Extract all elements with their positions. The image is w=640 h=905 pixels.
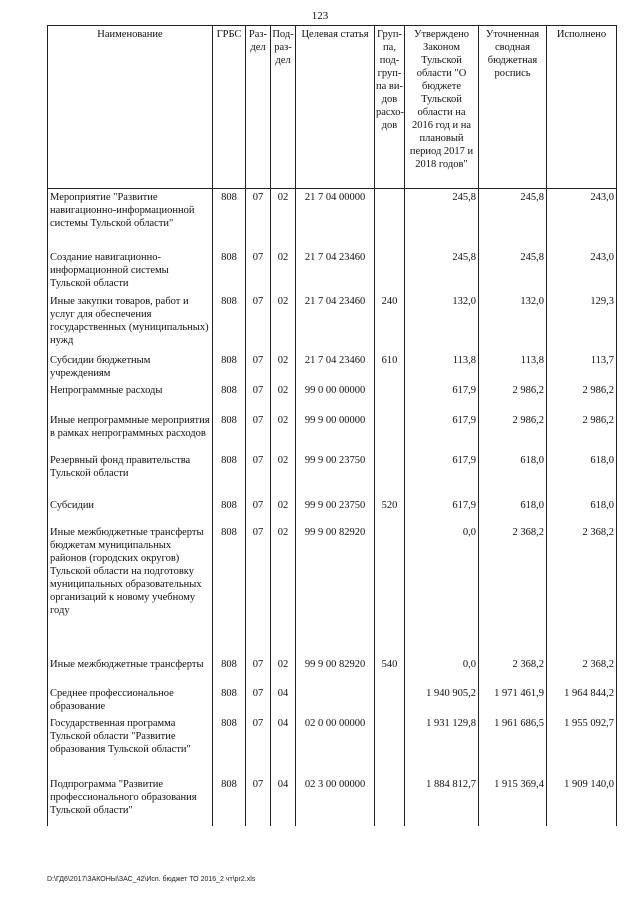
row-refined: 1 915 369,4 bbox=[479, 776, 547, 826]
row-executed: 1 955 092,7 bbox=[547, 715, 617, 776]
row-name: Иные непрограммные мероприятия в рамках непрограммных расходов bbox=[48, 412, 213, 452]
row-refined: 1 961 686,5 bbox=[479, 715, 547, 776]
row-group: 610 bbox=[375, 352, 405, 382]
row-group bbox=[375, 715, 405, 776]
row-approved: 617,9 bbox=[405, 382, 479, 412]
row-approved: 617,9 bbox=[405, 497, 479, 524]
table-row bbox=[48, 656, 617, 685]
row-target: 99 9 00 00000 bbox=[296, 412, 375, 452]
row-grbs: 808 bbox=[213, 189, 246, 249]
row-group: 520 bbox=[375, 497, 405, 524]
row-grbs: 808 bbox=[213, 452, 246, 497]
row-podrazdel: 04 bbox=[271, 685, 296, 715]
row-razdel: 07 bbox=[246, 412, 271, 452]
row-refined: 2 368,2 bbox=[479, 524, 547, 656]
table-row bbox=[48, 524, 617, 656]
table-row bbox=[48, 452, 617, 497]
table-row bbox=[48, 776, 617, 826]
row-name: Иные межбюджетные трансферты бюджетам муниципальных районов (городских округов) Тульской области на подготовку муниципальных образовательных организаций к новому учебному году bbox=[48, 524, 213, 656]
row-group bbox=[375, 412, 405, 452]
row-executed: 2 368,2 bbox=[547, 656, 617, 685]
row-group bbox=[375, 776, 405, 826]
row-approved: 1 884 812,7 bbox=[405, 776, 479, 826]
row-executed: 1 909 140,0 bbox=[547, 776, 617, 826]
table-body bbox=[48, 189, 617, 826]
row-podrazdel: 02 bbox=[271, 412, 296, 452]
row-grbs: 808 bbox=[213, 715, 246, 776]
row-podrazdel: 02 bbox=[271, 382, 296, 412]
row-refined: 1 971 461,9 bbox=[479, 685, 547, 715]
row-approved: 245,8 bbox=[405, 189, 479, 249]
row-target: 99 0 00 00000 bbox=[296, 382, 375, 412]
row-approved: 113,8 bbox=[405, 352, 479, 382]
row-grbs: 808 bbox=[213, 685, 246, 715]
row-grbs: 808 bbox=[213, 656, 246, 685]
row-razdel: 07 bbox=[246, 452, 271, 497]
table-row bbox=[48, 497, 617, 524]
row-razdel: 07 bbox=[246, 382, 271, 412]
row-target: 21 7 04 23460 bbox=[296, 352, 375, 382]
row-razdel: 07 bbox=[246, 352, 271, 382]
row-approved: 1 940 905,2 bbox=[405, 685, 479, 715]
header-grbs: ГРБС bbox=[213, 26, 246, 189]
row-razdel: 07 bbox=[246, 524, 271, 656]
row-grbs: 808 bbox=[213, 293, 246, 352]
row-podrazdel: 02 bbox=[271, 452, 296, 497]
footer-file-path: D:\ГД6\2017\ЗАКОНЫ\ЗАС_42\Исп. бюджет ТО 2016_2 чт\pr2.xls bbox=[47, 876, 256, 883]
row-target: 99 9 00 82920 bbox=[296, 524, 375, 656]
table-row bbox=[48, 715, 617, 776]
page-number: 123 bbox=[311, 10, 329, 22]
header-refined: Уточненная сводная бюджетная роспись bbox=[479, 26, 547, 189]
table-row bbox=[48, 382, 617, 412]
row-razdel: 07 bbox=[246, 776, 271, 826]
row-podrazdel: 04 bbox=[271, 776, 296, 826]
row-executed: 243,0 bbox=[547, 189, 617, 249]
header-name: Наименование bbox=[48, 26, 213, 189]
table-row bbox=[48, 249, 617, 293]
row-executed: 2 986,2 bbox=[547, 382, 617, 412]
row-target: 99 9 00 23750 bbox=[296, 452, 375, 497]
row-refined: 2 986,2 bbox=[479, 382, 547, 412]
row-executed: 618,0 bbox=[547, 452, 617, 497]
row-target: 21 7 04 23460 bbox=[296, 293, 375, 352]
row-executed: 618,0 bbox=[547, 497, 617, 524]
row-group bbox=[375, 452, 405, 497]
row-executed: 113,7 bbox=[547, 352, 617, 382]
row-name: Иные закупки товаров, работ и услуг для обеспечения государственных (муниципальных) нужд bbox=[48, 293, 213, 352]
row-razdel: 07 bbox=[246, 715, 271, 776]
row-name: Субсидии бюджетным учреждениям bbox=[48, 352, 213, 382]
row-podrazdel: 04 bbox=[271, 715, 296, 776]
row-name: Непрограммные расходы bbox=[48, 382, 213, 412]
row-razdel: 07 bbox=[246, 685, 271, 715]
table-row bbox=[48, 293, 617, 352]
row-razdel: 07 bbox=[246, 189, 271, 249]
row-refined: 245,8 bbox=[479, 189, 547, 249]
row-grbs: 808 bbox=[213, 524, 246, 656]
row-target bbox=[296, 685, 375, 715]
row-target: 99 9 00 82920 bbox=[296, 656, 375, 685]
row-refined: 113,8 bbox=[479, 352, 547, 382]
row-target: 21 7 04 00000 bbox=[296, 189, 375, 249]
table-header-row bbox=[48, 26, 617, 189]
header-approved: Утверждено Законом Тульской области "О бюджете Тульской области на 2016 год и на плановый период 2017 и 2018 годов" bbox=[405, 26, 479, 189]
table-row bbox=[48, 685, 617, 715]
row-approved: 245,8 bbox=[405, 249, 479, 293]
row-grbs: 808 bbox=[213, 497, 246, 524]
row-group: 540 bbox=[375, 656, 405, 685]
row-refined: 245,8 bbox=[479, 249, 547, 293]
row-podrazdel: 02 bbox=[271, 497, 296, 524]
budget-sheet bbox=[47, 25, 616, 826]
row-podrazdel: 02 bbox=[271, 524, 296, 656]
budget-table bbox=[47, 25, 617, 826]
row-group bbox=[375, 249, 405, 293]
row-grbs: 808 bbox=[213, 249, 246, 293]
row-approved: 132,0 bbox=[405, 293, 479, 352]
row-podrazdel: 02 bbox=[271, 249, 296, 293]
row-grbs: 808 bbox=[213, 776, 246, 826]
row-refined: 132,0 bbox=[479, 293, 547, 352]
row-grbs: 808 bbox=[213, 412, 246, 452]
row-approved: 0,0 bbox=[405, 524, 479, 656]
row-name: Иные межбюджетные трансферты bbox=[48, 656, 213, 685]
row-razdel: 07 bbox=[246, 656, 271, 685]
row-refined: 2 368,2 bbox=[479, 656, 547, 685]
row-podrazdel: 02 bbox=[271, 293, 296, 352]
row-executed: 129,3 bbox=[547, 293, 617, 352]
row-name: Государственная программа Тульской области "Развитие образования Тульской области" bbox=[48, 715, 213, 776]
row-target: 02 3 00 00000 bbox=[296, 776, 375, 826]
row-grbs: 808 bbox=[213, 352, 246, 382]
row-razdel: 07 bbox=[246, 249, 271, 293]
row-approved: 0,0 bbox=[405, 656, 479, 685]
table-row bbox=[48, 189, 617, 249]
row-razdel: 07 bbox=[246, 497, 271, 524]
row-refined: 618,0 bbox=[479, 452, 547, 497]
row-target: 21 7 04 23460 bbox=[296, 249, 375, 293]
row-executed: 2 368,2 bbox=[547, 524, 617, 656]
row-grbs: 808 bbox=[213, 382, 246, 412]
row-group bbox=[375, 524, 405, 656]
row-executed: 243,0 bbox=[547, 249, 617, 293]
row-razdel: 07 bbox=[246, 293, 271, 352]
row-refined: 2 986,2 bbox=[479, 412, 547, 452]
row-podrazdel: 02 bbox=[271, 189, 296, 249]
row-refined: 618,0 bbox=[479, 497, 547, 524]
row-group bbox=[375, 382, 405, 412]
row-target: 02 0 00 00000 bbox=[296, 715, 375, 776]
row-group bbox=[375, 189, 405, 249]
header-podrazdel: Под-раз-дел bbox=[271, 26, 296, 189]
row-approved: 617,9 bbox=[405, 412, 479, 452]
row-name: Субсидии bbox=[48, 497, 213, 524]
row-podrazdel: 02 bbox=[271, 656, 296, 685]
row-executed: 1 964 844,2 bbox=[547, 685, 617, 715]
row-podrazdel: 02 bbox=[271, 352, 296, 382]
table-row bbox=[48, 412, 617, 452]
header-executed: Исполнено bbox=[547, 26, 617, 189]
header-target: Целевая статья bbox=[296, 26, 375, 189]
row-group: 240 bbox=[375, 293, 405, 352]
row-name: Создание навигационно-информационной системы Тульской области bbox=[48, 249, 213, 293]
row-group bbox=[375, 685, 405, 715]
row-executed: 2 986,2 bbox=[547, 412, 617, 452]
row-target: 99 9 00 23750 bbox=[296, 497, 375, 524]
row-name: Мероприятие "Развитие навигационно-информационной системы Тульской области" bbox=[48, 189, 213, 249]
row-approved: 1 931 129,8 bbox=[405, 715, 479, 776]
row-approved: 617,9 bbox=[405, 452, 479, 497]
row-name: Среднее профессиональное образование bbox=[48, 685, 213, 715]
table-row bbox=[48, 352, 617, 382]
header-group: Груп-па, под-груп-па ви-дов расхо-дов bbox=[375, 26, 405, 189]
header-razdel: Раз-дел bbox=[246, 26, 271, 189]
row-name: Резервный фонд правительства Тульской области bbox=[48, 452, 213, 497]
row-name: Подпрограмма "Развитие профессионального образования Тульской области" bbox=[48, 776, 213, 826]
